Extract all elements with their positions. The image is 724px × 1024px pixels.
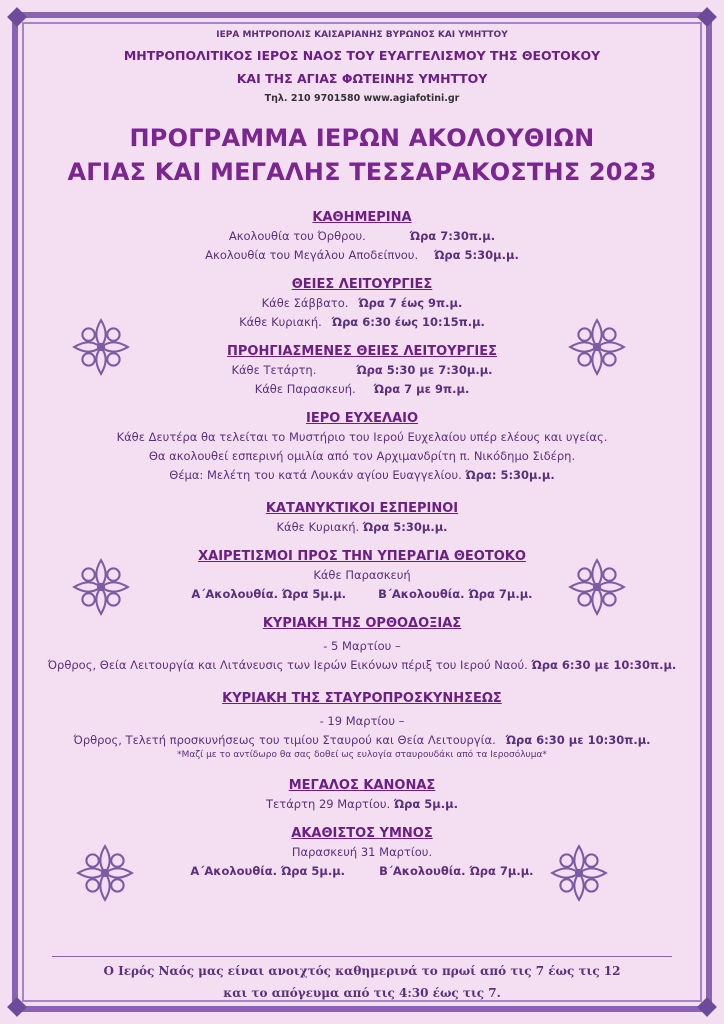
unction-line: Θέμα: Μελέτη του κατά Λουκάν αγίου Ευαγγελίου. Ώρα: 5:30μ.μ. <box>169 468 555 482</box>
page-title: ΠΡΟΓΡΑΜΜΑ ΙΕΡΩΝ ΑΚΟΛΟΥΘΙΩΝ <box>129 124 595 152</box>
schedule-row: Όρθρος, Τελετή προσκυνήσεως του τιμίου Σταυρού και Θεία Λειτουργία. Ώρα 6:30 με 10:30π.μ. <box>73 733 651 747</box>
schedule-row: Κάθε Σάββατο. Ώρα 7 έως 9π.μ. <box>261 296 463 310</box>
cross-date: - 19 Μαρτίου – <box>319 714 405 728</box>
schedule-row: Όρθρος, Θεία Λειτουργία και Λιτάνευσις των Ιερών Εικόνων πέριξ του Ιερού Ναού. Ώρα 6:30 με 10:30π.μ. <box>47 658 677 672</box>
footer-line: και το απόγευμα από τις 4:30 έως τις 7. <box>223 986 501 1000</box>
footer <box>30 960 694 1004</box>
schedule-row: Κάθε Τετάρτη. Ώρα 5:30 με 7:30μ.μ. <box>231 363 493 377</box>
footer-line: Ο Ιερός Ναός μας είναι ανοιχτός καθημερινά το πρωί από τις 7 έως τις 12 <box>103 964 621 978</box>
cross-note: *Μαζί με το αντίδωρο θα σας δοθεί ως ευλογία σταυρουδάκι από τα Ιεροσόλυμα* <box>177 750 547 760</box>
church-name-2: ΚΑΙ ΤΗΣ ΑΓΙΑΣ ΦΩΤΕΙΝΗΣ ΥΜΗΤΤΟΥ <box>236 71 488 86</box>
section-title-liturgies: ΘΕΙΕΣ ΛΕΙΤΟΥΡΓΙΕΣ <box>291 277 433 292</box>
section-title-canon: ΜΕΓΑΛΟΣ ΚΑΝΟΝΑΣ <box>288 778 436 793</box>
section-title-presanctified: ΠΡΟΗΓΙΑΣΜΕΝΕΣ ΘΕΙΕΣ ΛΕΙΤΟΥΡΓΙΕΣ <box>227 344 497 359</box>
section-title-unction: ΙΕΡΟ ΕΥΧΕΛΑΙΟ <box>305 411 419 426</box>
akathist-day: Παρασκευή 31 Μαρτίου. <box>291 845 433 859</box>
section-title-vespers: ΚΑΤΑΝΥΚΤΙΚΟΙ ΕΣΠΕΡΙΝΟΙ <box>265 501 459 516</box>
metropolis-name: ΙΕΡΑ ΜΗΤΡΟΠΟΛΙΣ ΚΑΙΣΑΡΙΑΝΗΣ ΒΥΡΩΝΟΣ ΚΑΙ ΥΜΗΤΤΟΥ <box>216 30 508 40</box>
section-title-salutations: ΧΑΙΡΕΤΙΣΜΟΙ ΠΡΟΣ ΤΗΝ ΥΠΕΡΑΓΙΑ ΘΕΟΤΟΚΟ <box>198 549 526 564</box>
page-subtitle: ΑΓΙΑΣ ΚΑΙ ΜΕΓΑΛΗΣ ΤΕΣΣΑΡΑΚΟΣΤΗΣ 2023 <box>67 158 657 186</box>
schedule-row: Α΄Ακολουθία. Ώρα 5μ.μ. Β΄Ακολουθία. Ώρα 7μ.μ. <box>191 587 533 601</box>
section-title-cross: ΚΥΡΙΑΚΗ ΤΗΣ ΣΤΑΥΡΟΠΡΟΣΚΥΝΗΣΕΩΣ <box>222 691 502 706</box>
contact-info: Τηλ. 210 9701580 www.agiafotini.gr <box>264 93 460 104</box>
section-title-akathist: ΑΚΑΘΙΣΤΟΣ ΥΜΝΟΣ <box>291 826 433 841</box>
schedule-row: Ακολουθία του Όρθρου. Ώρα 7:30π.μ. <box>228 229 496 243</box>
schedule-row: Κάθε Παρασκευή. Ώρα 7 με 9π.μ. <box>254 382 470 396</box>
salutations-day: Κάθε Παρασκευή <box>313 568 411 582</box>
unction-line: Θα ακολουθεί εσπερινή ομιλία από τον Αρχιμανδρίτη π. Νικόδημο Σιδέρη. <box>148 449 576 463</box>
schedule-row: Κάθε Κυριακή. Ώρα 5:30μ.μ. <box>276 520 448 534</box>
schedule-row: Τετάρτη 29 Μαρτίου. Ώρα 5μ.μ. <box>266 797 458 811</box>
schedule-content <box>30 28 694 879</box>
church-name: ΜΗΤΡΟΠΟΛΙΤΙΚΟΣ ΙΕΡΟΣ ΝΑΟΣ ΤΟΥ ΕΥΑΓΓΕΛΙΣΜΟΥ ΤΗΣ ΘΕΟΤΟΚΟΥ <box>123 48 601 63</box>
unction-line: Κάθε Δευτέρα θα τελείται το Μυστήριο του Ιερού Ευχελαίου υπέρ ελέους και υγείας. <box>116 430 608 444</box>
section-title-orthodoxy: ΚΥΡΙΑΚΗ ΤΗΣ ΟΡΘΟΔΟΞΙΑΣ <box>262 616 462 631</box>
schedule-row: Κάθε Κυριακή. Ώρα 6:30 έως 10:15π.μ. <box>239 315 485 329</box>
orthodoxy-date: - 5 Μαρτίου – <box>323 639 401 653</box>
section-title-daily: ΚΑΘΗΜΕΡΙΝΑ <box>312 210 412 225</box>
schedule-row: Ακολουθία του Μεγάλου Αποδείπνου. Ώρα 5:30μ.μ. <box>205 248 519 262</box>
footer-divider <box>52 956 672 957</box>
schedule-row: Α΄Ακολουθία. Ώρα 5μ.μ. Β΄Ακολουθία. Ώρα 7μ.μ. <box>190 864 534 878</box>
